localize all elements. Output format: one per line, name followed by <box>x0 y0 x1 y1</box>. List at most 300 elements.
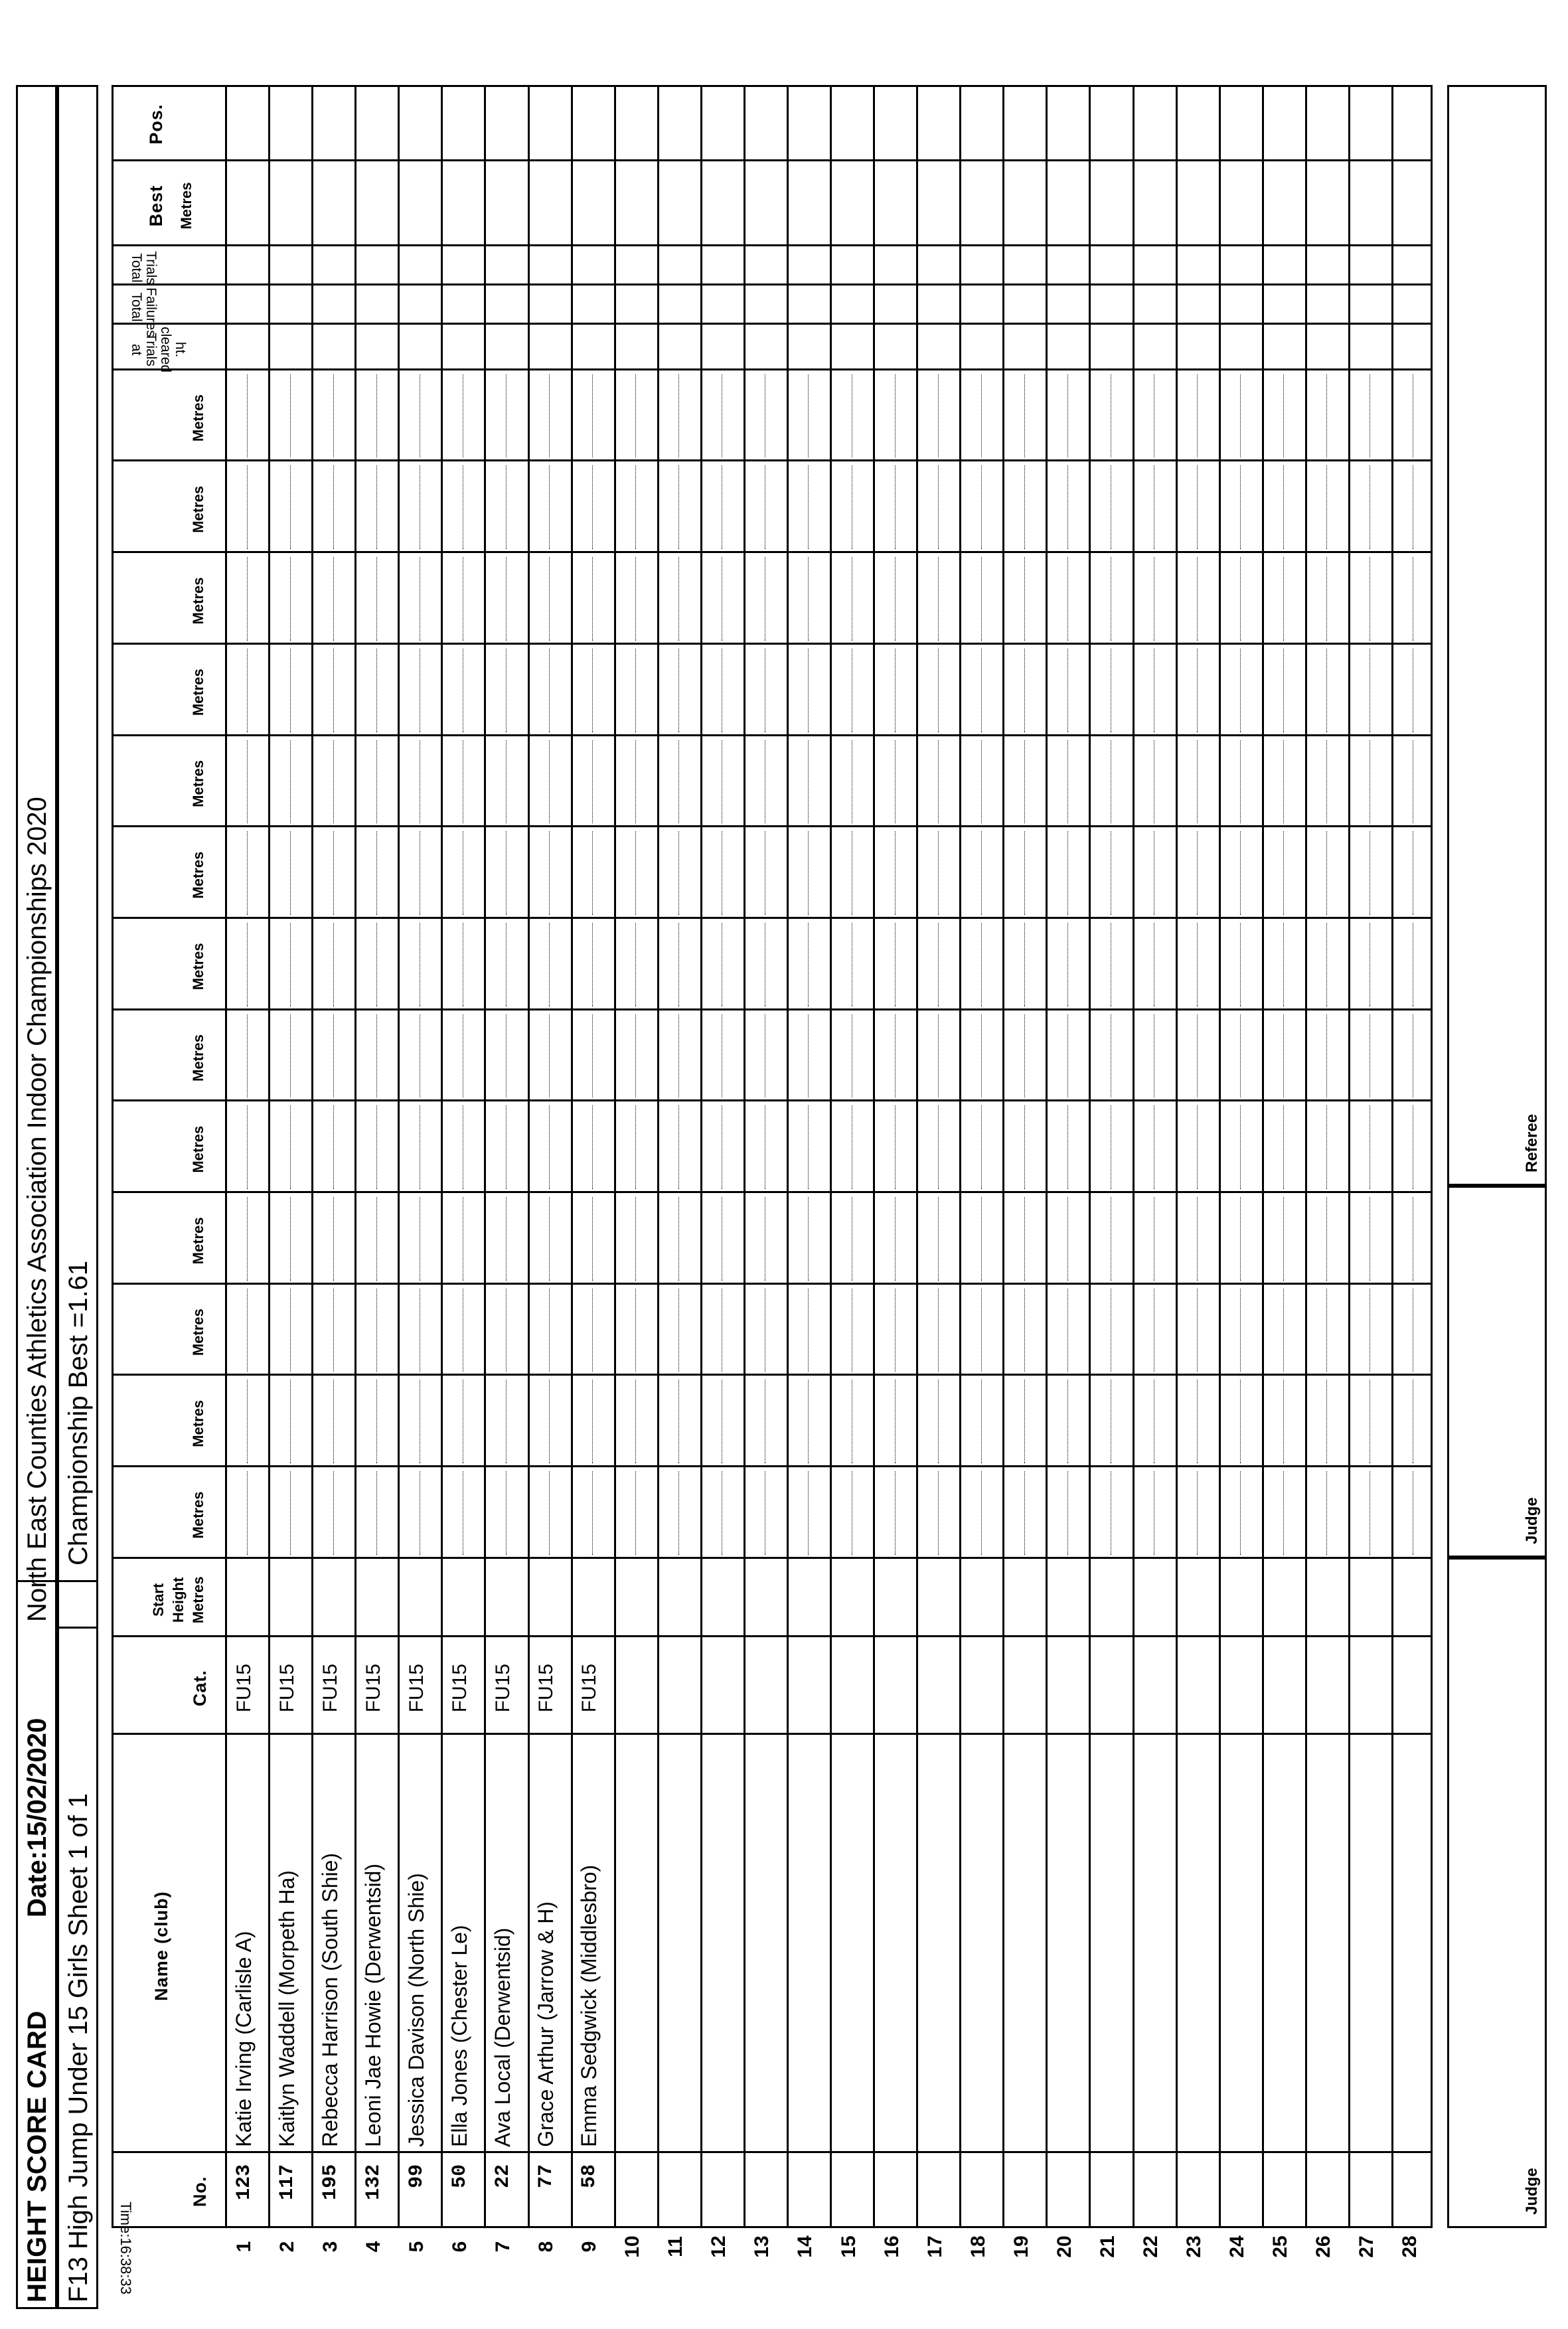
trial-guide-line <box>1197 557 1198 641</box>
trial-guide-line <box>290 923 291 1006</box>
trial-guide-line <box>1024 649 1025 732</box>
trial-guide-line <box>333 1014 334 1098</box>
trial-guide-line <box>1240 1471 1241 1555</box>
trial-guide-line <box>1240 1014 1241 1098</box>
trial-guide-line <box>549 1014 550 1098</box>
athlete-category: FU15 <box>491 1663 514 1713</box>
trial-guide-line <box>938 923 939 1006</box>
trial-guide-line <box>678 374 679 458</box>
trial-guide-line <box>247 740 248 824</box>
header-event: F13 High Jump Under 15 Girls Sheet 1 of 1 <box>64 1793 93 2302</box>
trial-guide-line <box>1283 557 1284 641</box>
row-number: 14 <box>794 2235 817 2258</box>
trial-guide-line <box>1326 465 1327 549</box>
trial-guide-line <box>1240 1289 1241 1372</box>
trial-guide-line <box>1283 1471 1284 1555</box>
trial-guide-line <box>1024 465 1025 549</box>
grid-row-divider <box>1089 87 1091 2226</box>
trial-guide-line <box>290 649 291 732</box>
grid-row-divider <box>1176 87 1178 2226</box>
trial-guide-line <box>506 1197 507 1281</box>
trial-guide-line <box>1326 1471 1327 1555</box>
trial-guide-line <box>247 1471 248 1555</box>
trial-guide-line <box>333 1197 334 1281</box>
trial-guide-line <box>1067 1014 1068 1098</box>
column-header-metres-7: Metres <box>190 943 206 991</box>
trial-guide-line <box>290 1380 291 1463</box>
row-number: 27 <box>1356 2235 1378 2258</box>
trial-guide-line <box>1240 1197 1241 1281</box>
judge-label-2: Judge <box>1523 1497 1541 1544</box>
row-number: 6 <box>448 2241 471 2253</box>
trial-guide-line <box>678 831 679 915</box>
athlete-category: FU15 <box>448 1663 471 1713</box>
row-number: 18 <box>967 2235 989 2258</box>
trial-guide-line <box>290 831 291 915</box>
trial-guide-line <box>938 1105 939 1189</box>
trial-guide-line <box>247 831 248 915</box>
row-number: 5 <box>405 2241 428 2253</box>
trial-guide-line <box>678 557 679 641</box>
athlete-name: Grace Arthur (Jarrow & H) <box>534 1901 558 2147</box>
athlete-number: 22 <box>491 2164 514 2188</box>
trial-guide-line <box>506 557 507 641</box>
trial-guide-line <box>333 1289 334 1372</box>
trial-guide-line <box>981 649 982 732</box>
trial-guide-line <box>247 923 248 1006</box>
trial-guide-line <box>1326 831 1327 915</box>
trial-guide-line <box>1240 740 1241 824</box>
athlete-number: 77 <box>535 2164 558 2188</box>
trial-guide-line <box>376 1289 377 1372</box>
trial-guide-line <box>808 557 809 641</box>
trial-guide-line <box>290 1105 291 1189</box>
athlete-number: 195 <box>319 2164 342 2200</box>
trial-guide-line <box>1197 923 1198 1006</box>
column-header-start: Start <box>150 1583 167 1617</box>
trial-guide-line <box>549 923 550 1006</box>
athlete-category: FU15 <box>362 1663 384 1713</box>
athlete-category: FU15 <box>275 1663 298 1713</box>
trial-guide-line <box>1283 465 1284 549</box>
grid-row-divider <box>268 87 270 2226</box>
trial-guide-line <box>635 465 636 549</box>
trial-guide-line <box>1326 557 1327 641</box>
grid-row-divider <box>311 87 313 2226</box>
time-stamp: Time:16:38:33 <box>118 2202 134 2294</box>
trial-guide-line <box>506 831 507 915</box>
trial-guide-line <box>376 740 377 824</box>
grid-row-divider <box>1219 87 1221 2226</box>
trial-guide-line <box>1240 374 1241 458</box>
column-header-pos: Pos. <box>146 104 166 145</box>
trial-guide-line <box>549 831 550 915</box>
grid-row-divider <box>1002 87 1004 2226</box>
trial-guide-line <box>938 1471 939 1555</box>
trial-guide-line <box>635 740 636 824</box>
trial-guide-line <box>1283 1289 1284 1372</box>
trial-guide-line <box>1326 1105 1327 1189</box>
trial-guide-line <box>290 1014 291 1098</box>
trial-guide-line <box>1283 831 1284 915</box>
row-number: 20 <box>1053 2235 1075 2258</box>
trial-guide-line <box>549 649 550 732</box>
athlete-number: 50 <box>448 2164 471 2188</box>
grid-row-divider <box>1133 87 1135 2226</box>
trial-guide-line <box>1197 1105 1198 1189</box>
trial-guide-line <box>1197 1471 1198 1555</box>
trial-guide-line <box>895 649 896 732</box>
trial-guide-line <box>1283 1380 1284 1463</box>
trial-guide-line <box>592 1014 593 1098</box>
trial-guide-line <box>1024 1471 1025 1555</box>
trial-guide-line <box>808 1289 809 1372</box>
trial-guide-line <box>333 557 334 641</box>
column-header-metres-13: Metres <box>190 394 206 442</box>
trial-guide-line <box>1067 649 1068 732</box>
grid-row-divider <box>873 87 875 2226</box>
grid-row-divider <box>959 87 961 2226</box>
trial-guide-line <box>549 374 550 458</box>
column-header-cat: Cat. <box>190 1670 210 1707</box>
trial-guide-line <box>808 1197 809 1281</box>
grid-header-divider <box>225 87 227 2226</box>
trial-guide-line <box>808 649 809 732</box>
trial-guide-line <box>981 1380 982 1463</box>
trial-guide-line <box>247 557 248 641</box>
trial-guide-line <box>808 740 809 824</box>
trial-guide-line <box>1024 1105 1025 1189</box>
athlete-category: FU15 <box>405 1663 428 1713</box>
row-number: 4 <box>362 2241 384 2253</box>
row-number: 8 <box>535 2241 558 2253</box>
trial-guide-line <box>1024 374 1025 458</box>
trial-guide-line <box>1326 740 1327 824</box>
trial-guide-line <box>938 1289 939 1372</box>
trial-guide-line <box>1283 1197 1284 1281</box>
trial-guide-line <box>376 1380 377 1463</box>
trial-guide-line <box>592 374 593 458</box>
athlete-number: 132 <box>362 2164 385 2200</box>
trial-guide-line <box>938 465 939 549</box>
page-title: HEIGHT SCORE CARD <box>23 2010 52 2302</box>
trial-guide-line <box>1067 1471 1068 1555</box>
trial-guide-line <box>1067 923 1068 1006</box>
trial-guide-line <box>678 1014 679 1098</box>
trial-guide-line <box>1283 1014 1284 1098</box>
column-header-metres-4: Metres <box>190 1217 206 1265</box>
judge-label-1: Judge <box>1523 2168 1541 2215</box>
trial-guide-line <box>333 374 334 458</box>
trial-guide-line <box>938 1014 939 1098</box>
trial-guide-line <box>808 831 809 915</box>
trial-guide-line <box>635 1014 636 1098</box>
column-header-trials-at-height-cleared: ht. cleared Trials at <box>129 326 189 372</box>
row-number: 25 <box>1269 2235 1292 2258</box>
row-number: 24 <box>1226 2235 1249 2258</box>
column-header-height: Height <box>170 1577 187 1623</box>
trial-guide-line <box>376 1471 377 1555</box>
trial-guide-line <box>1067 831 1068 915</box>
trial-guide-line <box>549 1471 550 1555</box>
trial-guide-line <box>895 374 896 458</box>
trial-guide-line <box>678 1105 679 1189</box>
trial-guide-line <box>592 557 593 641</box>
header-championship-best: Championship Best =1.61 <box>64 1260 93 1566</box>
trial-guide-line <box>592 649 593 732</box>
trial-guide-line <box>1024 1197 1025 1281</box>
trial-guide-line <box>506 1289 507 1372</box>
trial-guide-line <box>808 465 809 549</box>
trial-guide-line <box>506 1471 507 1555</box>
trial-guide-line <box>376 649 377 732</box>
trial-guide-line <box>938 557 939 641</box>
trial-guide-line <box>808 923 809 1006</box>
grid-row-divider <box>830 87 832 2226</box>
trial-guide-line <box>592 740 593 824</box>
row-number: 21 <box>1096 2235 1119 2258</box>
trial-guide-line <box>1067 1289 1068 1372</box>
header-championship: North East Counties Athletics Association Indoor Championships 2020 <box>23 797 52 1622</box>
trial-guide-line <box>1024 1380 1025 1463</box>
trial-guide-line <box>1067 557 1068 641</box>
trial-guide-line <box>895 557 896 641</box>
trial-guide-line <box>549 1289 550 1372</box>
trial-guide-line <box>506 374 507 458</box>
trial-guide-line <box>1283 374 1284 458</box>
grid-row-divider <box>441 87 443 2226</box>
trial-guide-line <box>376 374 377 458</box>
row-number: 2 <box>275 2241 298 2253</box>
trial-guide-line <box>506 1014 507 1098</box>
results-table <box>112 85 1433 2228</box>
trial-guide-line <box>808 1014 809 1098</box>
trial-guide-line <box>290 557 291 641</box>
trial-guide-line <box>808 1471 809 1555</box>
athlete-name: Jessica Davison (North Shie) <box>404 1873 428 2147</box>
trial-guide-line <box>1197 1380 1198 1463</box>
trial-guide-line <box>592 1105 593 1189</box>
trial-guide-line <box>247 374 248 458</box>
row-number: 28 <box>1399 2235 1421 2258</box>
trial-guide-line <box>376 923 377 1006</box>
trial-guide-line <box>290 374 291 458</box>
trial-guide-line <box>333 1471 334 1555</box>
trial-guide-line <box>981 831 982 915</box>
trial-guide-line <box>938 831 939 915</box>
header-divider-vertical-2 <box>57 1627 98 1629</box>
row-number: 16 <box>880 2235 903 2258</box>
trial-guide-line <box>678 923 679 1006</box>
row-number: 23 <box>1183 2235 1206 2258</box>
trial-guide-line <box>1067 374 1068 458</box>
trial-guide-line <box>1240 831 1241 915</box>
trial-guide-line <box>247 649 248 732</box>
trial-guide-line <box>981 465 982 549</box>
trial-guide-line <box>678 465 679 549</box>
trial-guide-line <box>635 923 636 1006</box>
trial-guide-line <box>333 465 334 549</box>
row-number: 26 <box>1312 2235 1335 2258</box>
row-number: 19 <box>1010 2235 1032 2258</box>
trial-guide-line <box>549 465 550 549</box>
trial-guide-line <box>1024 1289 1025 1372</box>
trial-guide-line <box>1240 1105 1241 1189</box>
athlete-name: Rebecca Harrison (South Shie) <box>317 1852 342 2147</box>
trial-guide-line <box>981 740 982 824</box>
grid-row-divider <box>787 87 789 2226</box>
referee-signature-box[interactable] <box>1447 85 1547 1186</box>
trial-guide-line <box>1240 1380 1241 1463</box>
athlete-number: 58 <box>578 2164 601 2188</box>
athlete-name: Emma Sedgwick (Middlesbro) <box>577 1864 601 2147</box>
trial-guide-line <box>635 374 636 458</box>
trial-guide-line <box>1326 649 1327 732</box>
trial-guide-line <box>247 1289 248 1372</box>
trial-guide-line <box>981 1289 982 1372</box>
judge-signature-box-1[interactable] <box>1447 1558 1547 2228</box>
row-number: 17 <box>923 2235 946 2258</box>
trial-guide-line <box>1326 1014 1327 1098</box>
trial-guide-line <box>981 1014 982 1098</box>
trial-guide-line <box>506 923 507 1006</box>
trial-guide-line <box>290 740 291 824</box>
trial-guide-line <box>981 923 982 1006</box>
trial-guide-line <box>1024 557 1025 641</box>
trial-guide-line <box>592 831 593 915</box>
column-header-metres-5: Metres <box>190 1125 206 1173</box>
trial-guide-line <box>895 1289 896 1372</box>
athlete-name: Katie Irving (Carlisle A) <box>231 1931 256 2147</box>
athlete-category: FU15 <box>578 1663 601 1713</box>
trial-guide-line <box>1197 649 1198 732</box>
athlete-name: Kaitlyn Waddell (Morpeth Ha) <box>274 1870 299 2147</box>
trial-guide-line <box>895 1014 896 1098</box>
trial-guide-line <box>549 740 550 824</box>
trial-guide-line <box>1197 1197 1198 1281</box>
trial-guide-line <box>895 923 896 1006</box>
grid-row-divider <box>744 87 745 2226</box>
trial-guide-line <box>592 1197 593 1281</box>
trial-guide-line <box>290 1471 291 1555</box>
trial-guide-line <box>678 1380 679 1463</box>
trial-guide-line <box>333 740 334 824</box>
trial-guide-line <box>592 1380 593 1463</box>
trial-guide-line <box>895 1105 896 1189</box>
grid-row-divider <box>398 87 400 2226</box>
athlete-name: Ella Jones (Chester Le) <box>447 1925 471 2147</box>
athlete-name: Ava Local (Derwentsid) <box>490 1927 514 2147</box>
column-header-metres-11: Metres <box>190 577 206 625</box>
trial-guide-line <box>938 1380 939 1463</box>
trial-guide-line <box>1326 1380 1327 1463</box>
column-header-start-metres: Metres <box>190 1576 206 1624</box>
column-header-total-trials: Trials Total <box>129 251 159 285</box>
trial-guide-line <box>1067 1380 1068 1463</box>
trial-guide-line <box>1197 831 1198 915</box>
column-header-metres-12: Metres <box>190 485 206 533</box>
trial-guide-line <box>635 649 636 732</box>
trial-guide-line <box>1197 374 1198 458</box>
trial-guide-line <box>895 831 896 915</box>
trial-guide-line <box>1283 649 1284 732</box>
grid-row-divider <box>1046 87 1048 2226</box>
athlete-number: 117 <box>275 2164 299 2200</box>
trial-guide-line <box>678 649 679 732</box>
grid-row-divider <box>614 87 616 2226</box>
trial-guide-line <box>506 740 507 824</box>
column-header-best-metres: Metres <box>178 182 195 230</box>
row-number: 7 <box>491 2241 514 2253</box>
trial-guide-line <box>635 1197 636 1281</box>
trial-guide-line <box>1326 1197 1327 1281</box>
grid-row-divider <box>700 87 702 2226</box>
grid-row-divider <box>1391 87 1393 2226</box>
athlete-category: FU15 <box>232 1663 255 1713</box>
trial-guide-line <box>376 557 377 641</box>
trial-guide-line <box>1024 923 1025 1006</box>
trial-guide-line <box>808 1105 809 1189</box>
trial-guide-line <box>808 1380 809 1463</box>
grid-row-divider <box>1348 87 1350 2226</box>
trial-guide-line <box>247 1197 248 1281</box>
trial-guide-line <box>635 831 636 915</box>
row-number: 22 <box>1140 2235 1162 2258</box>
trial-guide-line <box>290 1197 291 1281</box>
trial-guide-line <box>549 1105 550 1189</box>
trial-guide-line <box>895 1380 896 1463</box>
trial-guide-line <box>678 740 679 824</box>
trial-guide-line <box>635 1289 636 1372</box>
trial-guide-line <box>247 1105 248 1189</box>
column-header-total-failures: Failures Total <box>129 287 159 337</box>
trial-guide-line <box>895 465 896 549</box>
grid-row-divider <box>1305 87 1307 2226</box>
trial-guide-line <box>1197 1014 1198 1098</box>
trial-guide-line <box>678 1471 679 1555</box>
trial-guide-line <box>333 923 334 1006</box>
trial-guide-line <box>895 1471 896 1555</box>
trial-guide-line <box>1067 465 1068 549</box>
grid-row-divider <box>1262 87 1264 2226</box>
column-header-metres-6: Metres <box>190 1034 206 1082</box>
column-header-metres-2: Metres <box>190 1400 206 1447</box>
trial-guide-line <box>290 1289 291 1372</box>
trial-guide-line <box>678 1197 679 1281</box>
trial-guide-line <box>1283 923 1284 1006</box>
grid-row-divider <box>484 87 486 2226</box>
trial-guide-line <box>938 374 939 458</box>
trial-guide-line <box>1240 923 1241 1006</box>
trial-guide-line <box>981 557 982 641</box>
trial-guide-line <box>247 1380 248 1463</box>
grid-row-divider <box>657 87 659 2226</box>
row-number: 9 <box>578 2241 601 2253</box>
column-header-metres-3: Metres <box>190 1309 206 1356</box>
row-number: 13 <box>751 2235 773 2258</box>
trial-guide-line <box>1024 831 1025 915</box>
column-header-metres-8: Metres <box>190 851 206 899</box>
trial-guide-line <box>506 465 507 549</box>
trial-guide-line <box>1024 1014 1025 1098</box>
column-header-metres-10: Metres <box>190 669 206 716</box>
row-number: 1 <box>232 2241 255 2253</box>
column-header-metres-1: Metres <box>190 1491 206 1539</box>
athlete-category: FU15 <box>319 1663 341 1713</box>
trial-guide-line <box>1326 923 1327 1006</box>
trial-guide-line <box>592 1471 593 1555</box>
trial-guide-line <box>808 374 809 458</box>
